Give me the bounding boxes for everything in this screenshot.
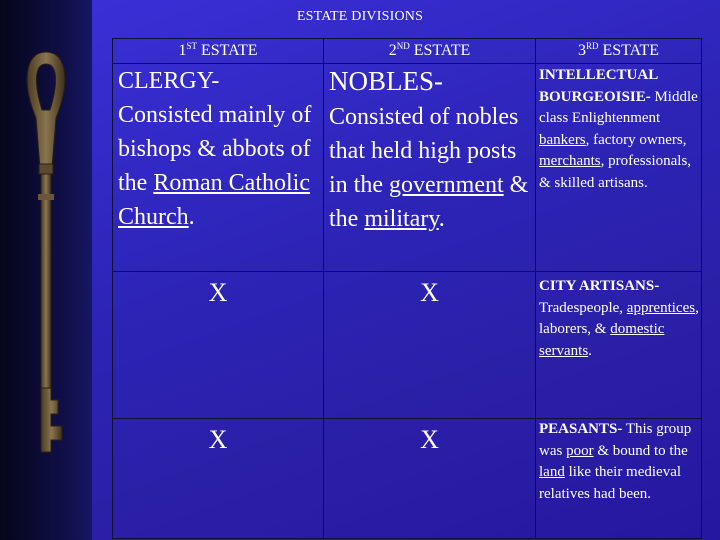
bourgeoisie-cell: INTELLECTUAL BOURGEOISIE- Middle class Enlightenment bankers, factory owners, merchants, professionals, & skilled artisans. — [536, 64, 702, 272]
header-second-estate: 2ND ESTATE — [324, 39, 536, 64]
bankers-link[interactable]: bankers — [539, 131, 586, 148]
city-artisans-heading: CITY ARTISANS- — [539, 278, 660, 294]
table-row — [113, 419, 702, 539]
nobles-cell: NOBLES- Consisted of nobles that held high posts in the government & the military. — [324, 64, 536, 272]
merchants-link[interactable]: merchants — [539, 153, 601, 169]
header-first-estate: 1ST ESTATE — [113, 39, 324, 64]
first-estate-x: X — [113, 272, 324, 419]
table-header-row — [113, 39, 702, 64]
clergy-cell: CLERGY- Consisted mainly of bishops & abbots of the Roman Catholic Church. — [113, 64, 324, 272]
header-third-estate: 3RD ESTATE — [536, 39, 702, 64]
nobles-heading: NOBLES- — [329, 66, 443, 96]
city-artisans-cell: CITY ARTISANS- Tradespeople, apprentices, laborers, & domestic servants. — [536, 272, 702, 419]
clergy-heading: CLERGY- — [118, 68, 220, 94]
apprentices-link[interactable]: apprentices — [626, 299, 696, 316]
roman-catholic-church-link[interactable]: Roman Catholic Church — [118, 170, 310, 230]
slide-title: ESTATE DIVISIONS — [296, 9, 424, 24]
poor-link[interactable]: poor — [566, 442, 594, 459]
peasants-cell: PEASANTS- This group was poor & bound to the land like their medieval relatives had been. — [536, 419, 702, 539]
second-estate-x: X — [324, 419, 536, 539]
first-estate-x: X — [113, 419, 324, 539]
bourgeoisie-heading: INTELLECTUAL BOURGEOISIE- — [539, 67, 658, 105]
domestic-servants-link[interactable]: domestic servants — [539, 321, 665, 359]
skeleton-key-icon — [14, 48, 78, 458]
peasants-heading: PEASANTS- — [539, 421, 623, 437]
government-link[interactable]: government — [389, 172, 504, 198]
military-link[interactable]: military — [364, 206, 439, 232]
second-estate-x: X — [324, 272, 536, 419]
table-row — [113, 64, 702, 272]
estate-table — [112, 38, 702, 539]
land-link[interactable]: land — [539, 464, 565, 480]
table-row — [113, 272, 702, 419]
